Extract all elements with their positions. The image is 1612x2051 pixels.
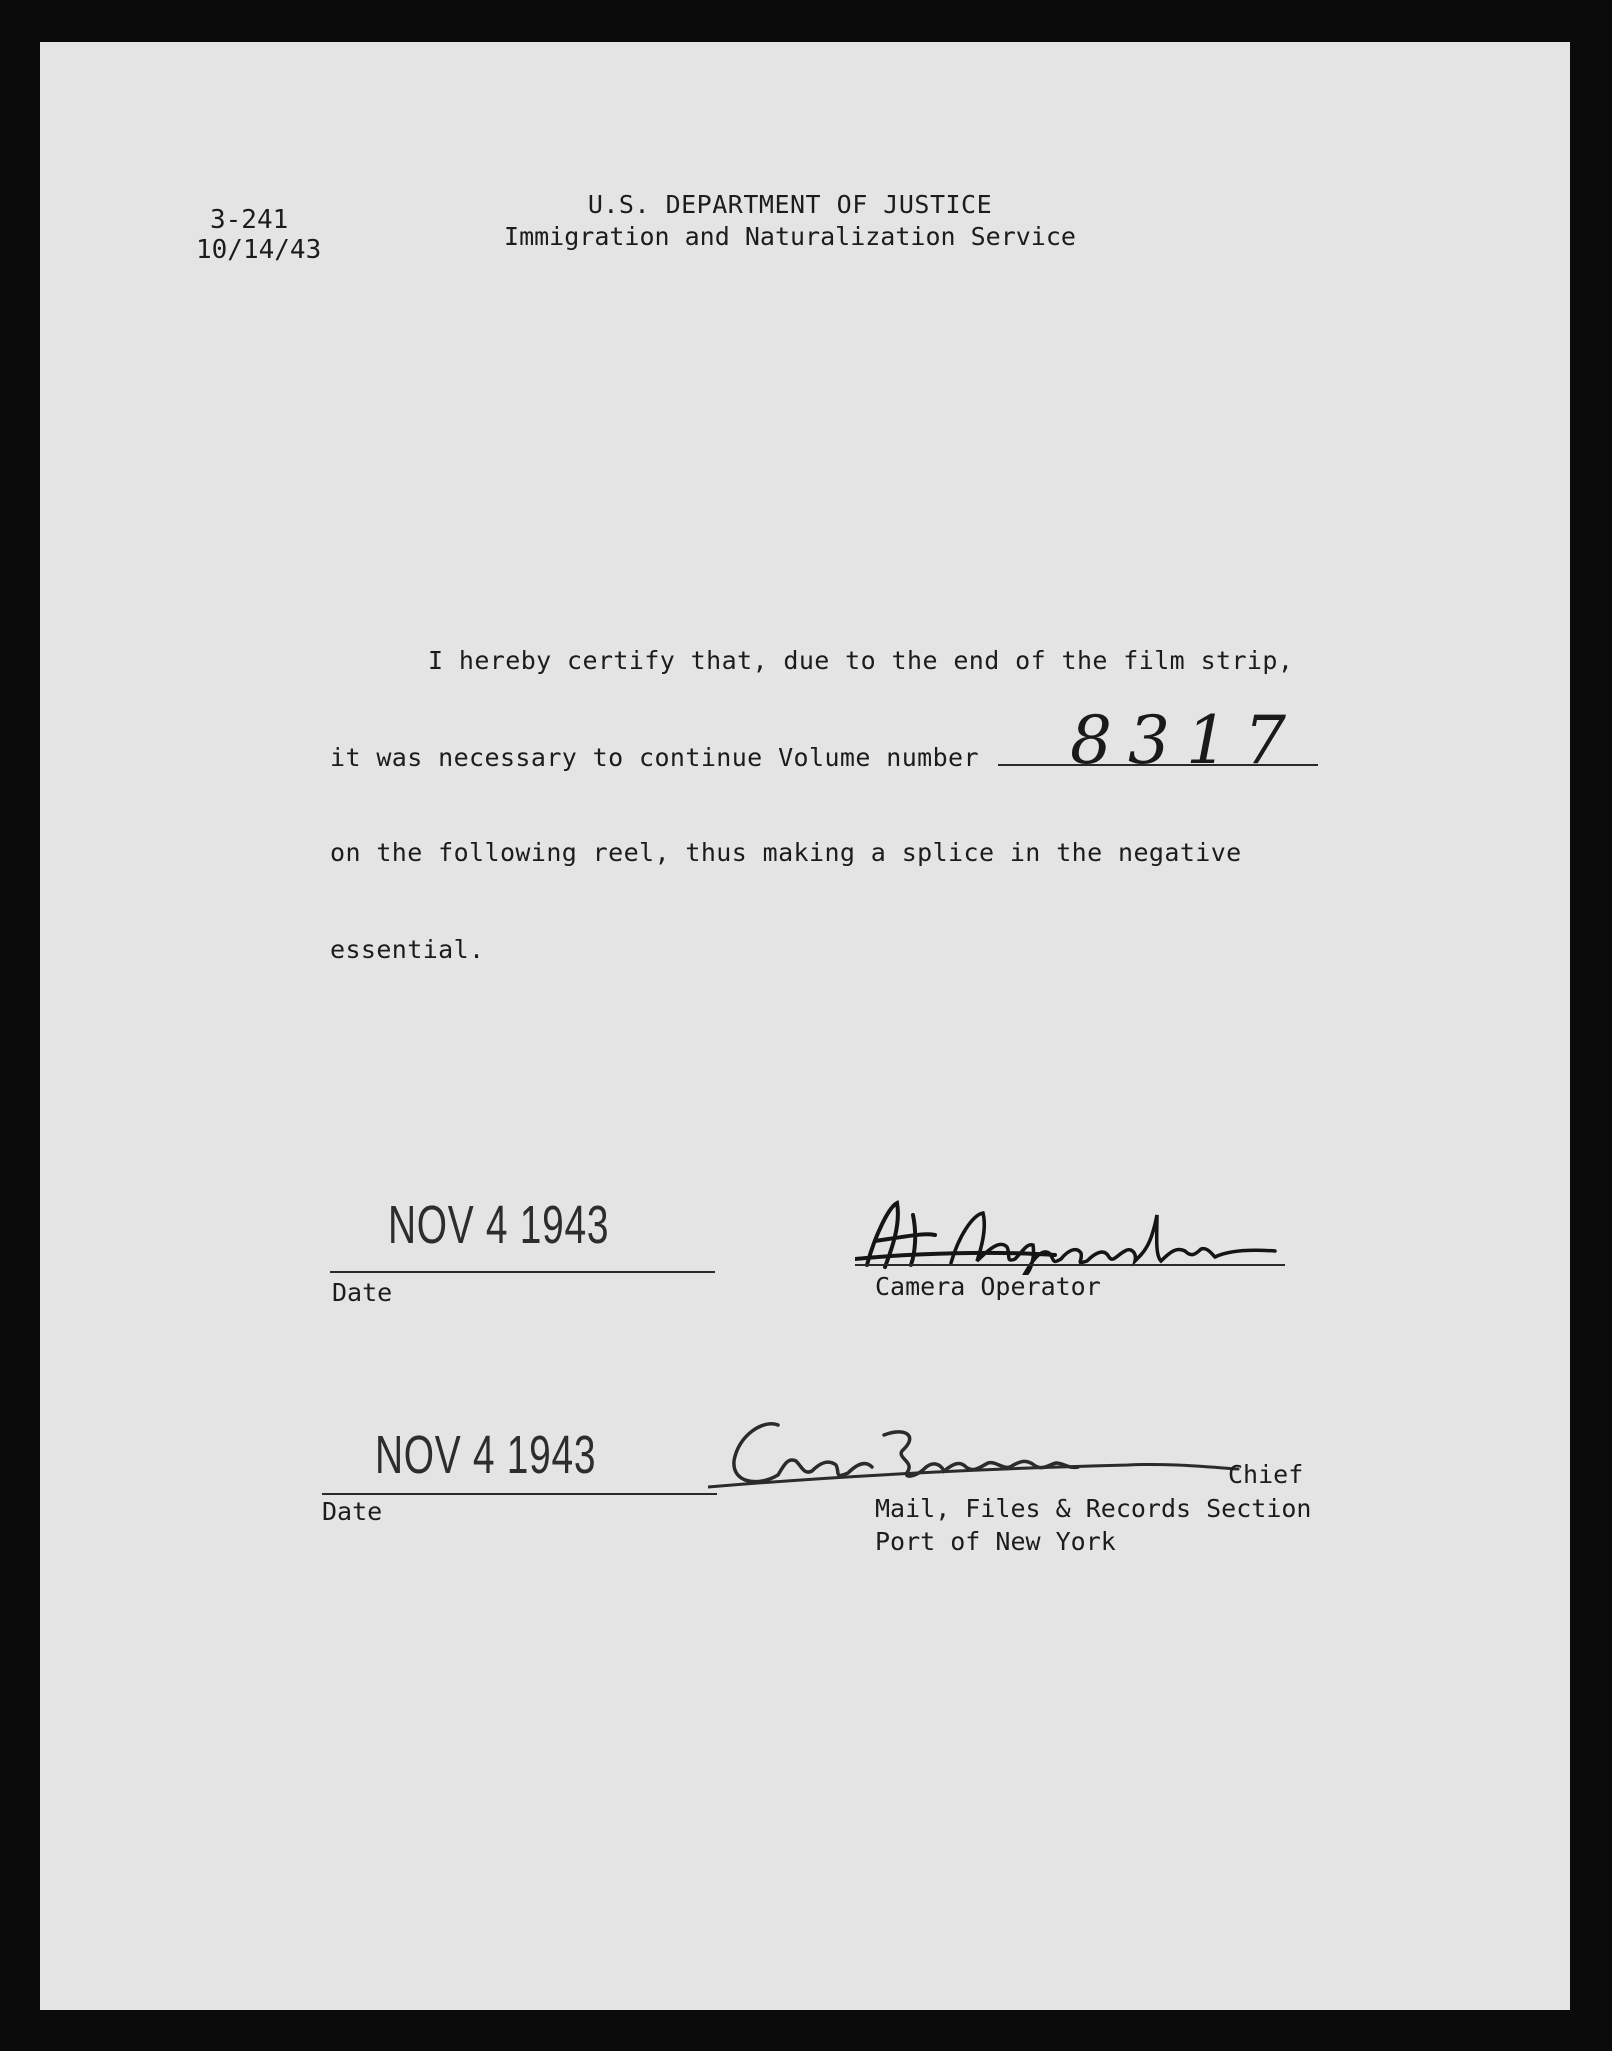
certification-line-2: it was necessary to continue Volume number — [330, 743, 979, 772]
date-stamp-2: NOV 4 1943 — [375, 1425, 597, 1485]
form-number: 3-241 — [210, 205, 289, 235]
volume-number: 8317 — [1070, 702, 1302, 779]
service-heading: Immigration and Naturalization Service — [504, 222, 1076, 251]
date-label-1: Date — [332, 1278, 393, 1307]
date-label-2: Date — [322, 1497, 383, 1526]
certification-line-1: I hereby certify that, due to the end of the film strip, — [428, 646, 1294, 675]
camera-operator-signature — [855, 1195, 1295, 1275]
date-underline-2 — [322, 1493, 717, 1495]
chief-title-line-1: Mail, Files & Records Section — [875, 1494, 1312, 1523]
date-stamp-1: NOV 4 1943 — [388, 1195, 610, 1255]
camera-operator-label: Camera Operator — [875, 1272, 1101, 1301]
certification-line-3: on the following reel, thus making a splice in the negative — [330, 838, 1242, 867]
chief-title-line-2: Port of New York — [875, 1527, 1116, 1556]
form-date: 10/14/43 — [196, 235, 322, 265]
chief-signature — [708, 1405, 1248, 1505]
date-underline-1 — [330, 1271, 715, 1273]
document-page — [40, 42, 1570, 2010]
department-heading: U.S. DEPARTMENT OF JUSTICE — [587, 190, 993, 219]
camera-operator-underline — [855, 1264, 1285, 1266]
certification-line-4: essential. — [330, 935, 485, 964]
chief-label: Chief — [1228, 1460, 1304, 1489]
